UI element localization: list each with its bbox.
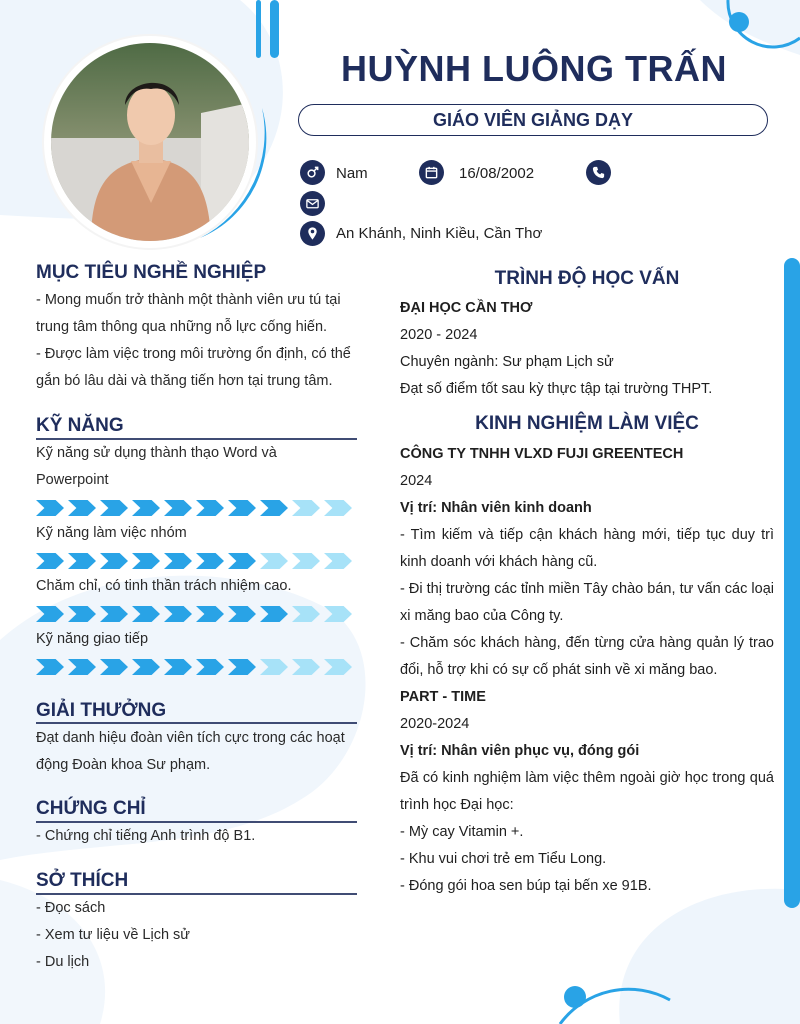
skill-arrow-filled <box>196 553 224 569</box>
education-note: Đạt số điểm tốt sau kỳ thực tập tại trường THPT. <box>400 381 713 397</box>
job1-company: CÔNG TY TNHH VLXD FUJI GREENTECH <box>400 446 684 462</box>
skill-label-4: Kỹ năng giao tiếp <box>36 631 149 647</box>
accent-bar-1 <box>256 0 261 58</box>
skill-arrow-filled <box>164 659 192 675</box>
education-heading: TRÌNH ĐỘ HỌC VẤN <box>494 268 680 289</box>
skill-arrow-filled <box>100 553 128 569</box>
experience-block <box>400 441 774 900</box>
skill-arrow-empty <box>324 606 352 622</box>
awards-text: Đạt danh hiệu đoàn viên tích cực trong các hoạt động Đoàn khoa Sư phạm. <box>36 730 345 773</box>
skill-arrow-empty <box>324 500 352 516</box>
skill-arrow-filled <box>132 659 160 675</box>
skill-label-3: Chăm chỉ, có tinh thần trách nhiệm cao. <box>36 578 292 594</box>
skill-arrow-filled <box>196 606 224 622</box>
education-school: ĐẠI HỌC CẦN THƠ <box>400 300 533 316</box>
certificates-text: - Chứng chỉ tiếng Anh trình độ B1. <box>36 828 256 844</box>
hobby-item-2: - Xem tư liệu về Lịch sử <box>36 927 190 943</box>
skill-arrow-filled <box>68 659 96 675</box>
right-edge-bar <box>784 258 800 908</box>
objective-line-2: - Được làm việc trong môi trường ổn định, có thể gắn bó lâu dài và thăng tiến hơn tại trung tâm. <box>36 346 351 389</box>
skill-arrow-empty <box>292 606 320 622</box>
mail-icon <box>300 191 325 216</box>
objective-text <box>36 287 358 395</box>
objective-line-1: - Mong muốn trở thành một thành viên ưu tú tại trung tâm thông qua những nỗ lực cống hiến. <box>36 292 341 335</box>
skill-arrow-filled <box>164 553 192 569</box>
job2-item-1: - Mỳ cay Vitamin +. <box>400 824 524 840</box>
job2-item-2: - Khu vui chơi trẻ em Tiểu Long. <box>400 851 607 867</box>
skill-arrow-filled <box>36 606 64 622</box>
avatar-illustration <box>51 43 249 241</box>
gender-text: Nam <box>336 165 368 182</box>
skill-label-2: Kỹ năng làm việc nhóm <box>36 525 187 541</box>
skill-arrow-filled <box>68 606 96 622</box>
job1-position: Vị trí: Nhân viên kinh doanh <box>400 500 592 516</box>
skill-bar-2 <box>36 553 356 569</box>
bottom-right-blob <box>619 889 800 1024</box>
job2-company: PART - TIME <box>400 689 486 705</box>
skill-arrow-filled <box>132 500 160 516</box>
gender-icon <box>300 160 325 185</box>
skill-arrow-filled <box>132 553 160 569</box>
top-right-dot <box>729 12 749 32</box>
skill-arrow-empty <box>324 553 352 569</box>
skill-arrow-filled <box>228 606 256 622</box>
skill-arrow-filled <box>228 500 256 516</box>
certificates-heading: CHỨNG CHỈ <box>36 798 146 819</box>
skill-arrow-filled <box>100 659 128 675</box>
job-title: GIÁO VIÊN GIẢNG DẠY <box>432 109 634 130</box>
skill-bar-4 <box>36 659 356 675</box>
skill-bar-1 <box>36 500 356 516</box>
skill-arrow-filled <box>36 500 64 516</box>
skill-arrow-filled <box>68 500 96 516</box>
skill-arrow-filled <box>196 500 224 516</box>
phone-icon <box>586 160 611 185</box>
skill-arrow-empty <box>292 553 320 569</box>
bottom-dot <box>564 986 586 1008</box>
job2-position: Vị trí: Nhân viên phục vụ, đóng gói <box>400 743 640 759</box>
job2-year: 2020-2024 <box>400 716 470 732</box>
accent-bar-2 <box>270 0 279 58</box>
hobbies-list <box>36 895 358 976</box>
job-title-box <box>298 104 768 136</box>
skill-bar-3 <box>36 606 356 622</box>
job2-intro: Đã có kinh nghiệm làm việc thêm ngoài giờ học trong quá trình học Đại học: <box>400 770 774 813</box>
skill-arrow-empty <box>292 659 320 675</box>
skill-arrow-filled <box>228 659 256 675</box>
skill-arrow-empty <box>292 500 320 516</box>
job1-duty-3: - Chăm sóc khách hàng, đến từng cửa hàng quản lý trao đổi, hỗ trợ khi có sự cố phát sinh về xi măng bao. <box>400 635 774 678</box>
education-years: 2020 - 2024 <box>400 327 478 343</box>
skill-arrow-filled <box>260 606 288 622</box>
objective-heading: MỤC TIÊU NGHỀ NGHIỆP <box>36 262 267 283</box>
skill-arrow-filled <box>228 553 256 569</box>
job2-item-3: - Đóng gói hoa sen búp tại bến xe 91B. <box>400 878 652 894</box>
birthday-text: 16/08/2002 <box>459 165 535 182</box>
skill-arrow-filled <box>164 500 192 516</box>
skill-arrow-filled <box>100 606 128 622</box>
skill-arrow-filled <box>36 553 64 569</box>
education-block <box>400 295 774 403</box>
skills-heading: KỸ NĂNG <box>36 415 124 436</box>
job1-year: 2024 <box>400 473 433 489</box>
skill-arrow-filled <box>68 553 96 569</box>
awards-divider <box>36 722 357 724</box>
job1-duty-1: - Tìm kiếm và tiếp cận khách hàng mới, tiếp tục duy trì kinh doanh với khách hàng cũ. <box>400 527 774 570</box>
hobby-item-3: - Du lịch <box>36 954 90 970</box>
skill-arrow-filled <box>196 659 224 675</box>
skill-arrow-empty <box>324 659 352 675</box>
experience-heading: KINH NGHIỆM LÀM VIỆC <box>475 413 699 434</box>
skill-arrow-filled <box>260 500 288 516</box>
calendar-icon <box>419 160 444 185</box>
skill-arrow-filled <box>164 606 192 622</box>
skill-label-1: Kỹ năng sử dụng thành thạo Word và Powerpoint <box>36 445 277 488</box>
hobbies-heading: SỞ THÍCH <box>36 870 129 891</box>
job1-duty-2: - Đi thị trường các tỉnh miền Tây chào bán, tư vấn các loại xi măng bao của Công ty. <box>400 581 774 624</box>
hobby-item-1: - Đọc sách <box>36 900 106 916</box>
skill-arrow-empty <box>260 659 288 675</box>
education-major: Chuyên ngành: Sư phạm Lịch sử <box>400 354 614 370</box>
address-text: An Khánh, Ninh Kiều, Cần Thơ <box>336 225 543 242</box>
location-icon <box>300 221 325 246</box>
awards-heading: GIẢI THƯỞNG <box>36 700 167 721</box>
skill-arrow-empty <box>260 553 288 569</box>
skill-arrow-filled <box>100 500 128 516</box>
candidate-name: HUỲNH LUÔNG TRẤN <box>341 48 727 89</box>
skill-arrow-filled <box>132 606 160 622</box>
profile-photo <box>44 36 256 248</box>
skill-arrow-filled <box>36 659 64 675</box>
